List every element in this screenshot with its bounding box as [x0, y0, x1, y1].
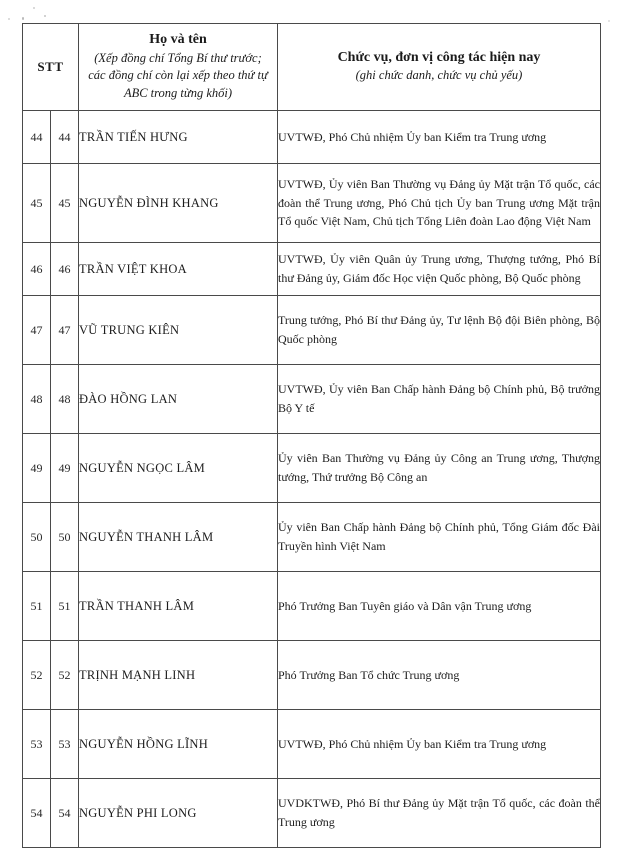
row-stt-b: 50 [51, 503, 79, 572]
column-header-position-note [278, 67, 600, 85]
row-stt-a: 46 [23, 243, 51, 296]
row-name: VŨ TRUNG KIÊN [79, 296, 278, 365]
row-stt-a: 50 [23, 503, 51, 572]
row-stt-a: 51 [23, 572, 51, 641]
row-stt-b: 49 [51, 434, 79, 503]
row-position: Phó Trưởng Ban Tổ chức Trung ương [278, 641, 601, 710]
row-stt-b: 48 [51, 365, 79, 434]
table-header-row [23, 24, 601, 111]
column-header-name [79, 24, 278, 111]
row-stt-b: 44 [51, 111, 79, 164]
row-name: TRỊNH MẠNH LINH [79, 641, 278, 710]
note-line: (ghi chức danh, chức vụ chủ yếu) [355, 68, 523, 83]
column-header-name-title: Họ và tên [149, 32, 207, 48]
scan-speck [22, 17, 24, 20]
row-stt-a: 54 [23, 779, 51, 848]
row-position: Trung tướng, Phó Bí thư Đảng ủy, Tư lệnh Bộ đội Biên phòng, Bộ Quốc phòng [278, 296, 601, 365]
table-row [23, 365, 601, 434]
table-row [23, 434, 601, 503]
table-row [23, 243, 601, 296]
row-stt-a: 49 [23, 434, 51, 503]
column-header-name-note [79, 50, 277, 103]
row-name: NGUYỄN NGỌC LÂM [79, 434, 278, 503]
row-position: UVTWĐ, Phó Chủ nhiệm Ủy ban Kiểm tra Trung ương [278, 111, 601, 164]
note-line: các đồng chí còn lại xếp theo thứ tự [88, 68, 268, 83]
column-header-position-title: Chức vụ, đơn vị công tác hiện nay [337, 49, 541, 65]
note-line: ABC trong từng khối) [123, 86, 233, 101]
row-position: Ủy viên Ban Chấp hành Đảng bộ Chính phủ, Tổng Giám đốc Đài Truyền hình Việt Nam [278, 503, 601, 572]
row-name: NGUYỄN THANH LÂM [79, 503, 278, 572]
row-stt-b: 46 [51, 243, 79, 296]
note-line: (Xếp đồng chí Tổng Bí thư trước; [94, 50, 262, 65]
table-row [23, 111, 601, 164]
table-row [23, 296, 601, 365]
row-stt-b: 53 [51, 710, 79, 779]
row-position: UVTWĐ, Ủy viên Ban Chấp hành Đảng bộ Chính phủ, Bộ trưởng Bộ Y tế [278, 365, 601, 434]
row-stt-b: 51 [51, 572, 79, 641]
scan-speck [608, 20, 610, 22]
column-header-stt: STT [23, 24, 79, 111]
row-name: NGUYỄN HỒNG LĨNH [79, 710, 278, 779]
row-position: UVTWĐ, Ủy viên Ban Thường vụ Đảng ủy Mặt trận Tổ quốc, các đoàn thể Trung ương, Phó Chủ tịch Ủy ban Trung ương Mặt trận Tổ quốc Việt Nam, Chủ tịch Tổng Liên đoàn Lao động Việt Nam [278, 164, 601, 243]
row-stt-a: 44 [23, 111, 51, 164]
row-stt-a: 47 [23, 296, 51, 365]
table-row [23, 503, 601, 572]
table-row [23, 710, 601, 779]
row-position: UVTWĐ, Phó Chủ nhiệm Ủy ban Kiểm tra Trung ương [278, 710, 601, 779]
row-stt-b: 45 [51, 164, 79, 243]
row-stt-b: 52 [51, 641, 79, 710]
row-stt-a: 52 [23, 641, 51, 710]
scan-speck [8, 18, 10, 20]
row-stt-b: 47 [51, 296, 79, 365]
row-stt-a: 45 [23, 164, 51, 243]
row-stt-b: 54 [51, 779, 79, 848]
table-row [23, 641, 601, 710]
table-row [23, 164, 601, 243]
row-stt-a: 53 [23, 710, 51, 779]
table-body [23, 24, 601, 848]
row-name: NGUYỄN ĐÌNH KHANG [79, 164, 278, 243]
row-name: TRẦN VIỆT KHOA [79, 243, 278, 296]
row-name: ĐÀO HỒNG LAN [79, 365, 278, 434]
column-header-position [278, 24, 601, 111]
row-name: NGUYỄN PHI LONG [79, 779, 278, 848]
row-position: UVDKTWĐ, Phó Bí thư Đảng ủy Mặt trận Tổ quốc, các đoàn thể Trung ương [278, 779, 601, 848]
row-stt-a: 48 [23, 365, 51, 434]
row-position: Ủy viên Ban Thường vụ Đảng ủy Công an Trung ương, Thượng tướng, Thứ trưởng Bộ Công an [278, 434, 601, 503]
row-position: UVTWĐ, Ủy viên Quân ủy Trung ương, Thượng tướng, Phó Bí thư Đảng ủy, Giám đốc Học viện Quốc phòng, Bộ Quốc phòng [278, 243, 601, 296]
row-name: TRẦN THANH LÂM [79, 572, 278, 641]
scan-speck [44, 15, 46, 17]
table-row [23, 572, 601, 641]
personnel-table [22, 23, 601, 848]
row-name: TRẦN TIẾN HƯNG [79, 111, 278, 164]
scan-speck [33, 7, 35, 9]
table-row [23, 779, 601, 848]
row-position: Phó Trưởng Ban Tuyên giáo và Dân vận Trung ương [278, 572, 601, 641]
